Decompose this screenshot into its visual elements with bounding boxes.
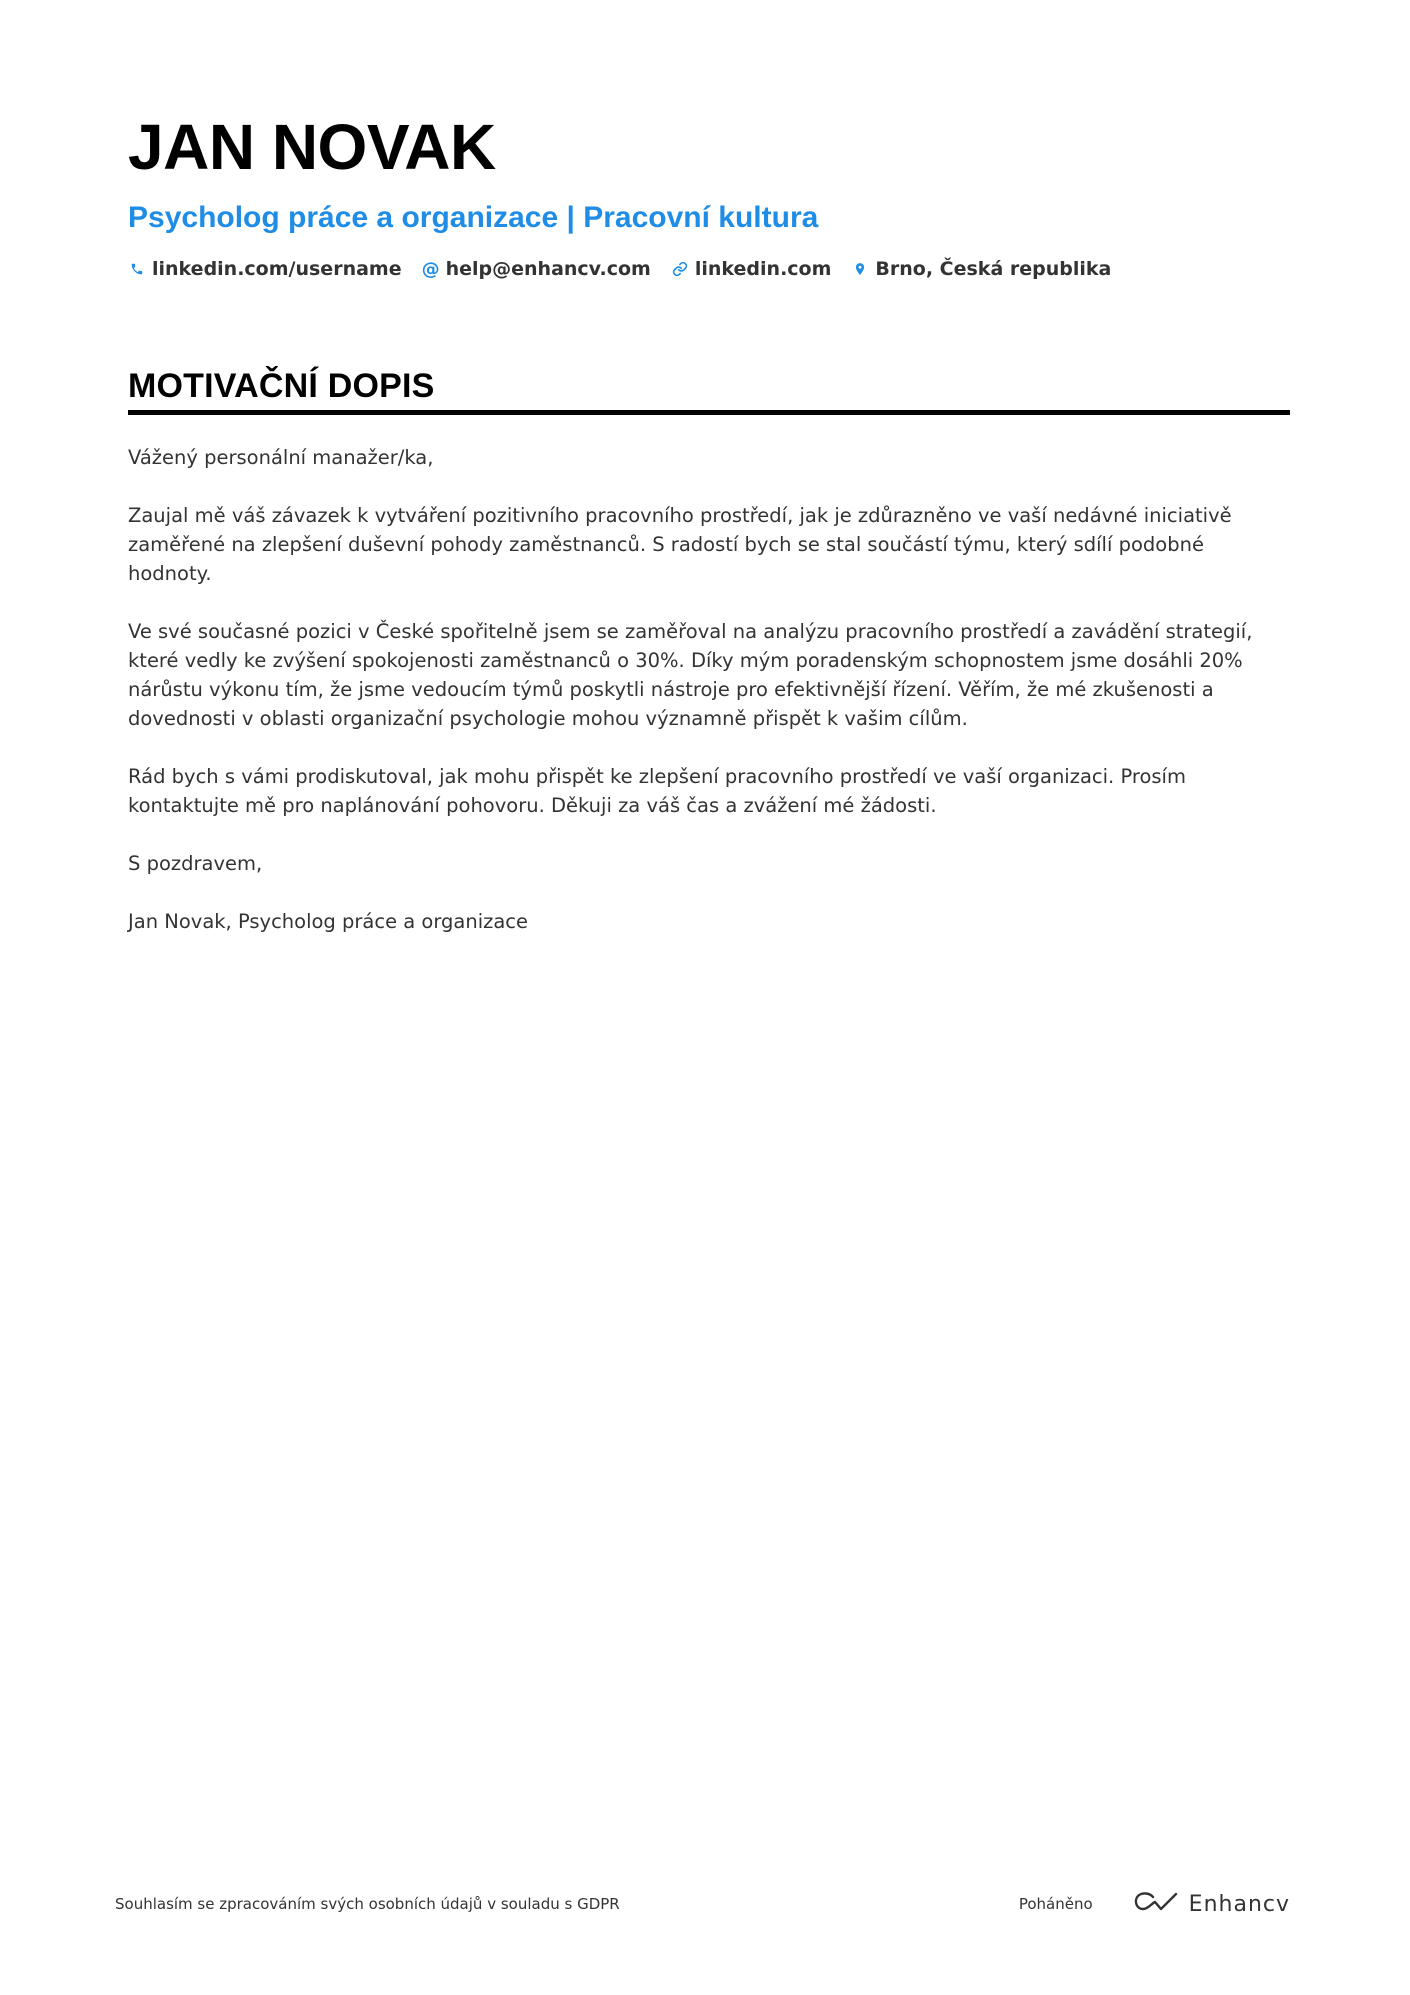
letter-paragraph: Rád bych s vámi prodiskutoval, jak mohu přispět ke zlepšení pracovního prostředí ve vaší organizaci. Prosím kontaktujte mě pro naplánování pohovoru. Děkuji za váš čas a zvážení mé žádosti.: [128, 765, 1186, 817]
contact-location: [851, 258, 1111, 280]
section-divider: [128, 410, 1290, 415]
contact-email-text: help@enhancv.com: [445, 258, 651, 280]
letter-greeting: Vážený personální manažer/ka,: [128, 446, 434, 469]
link-icon: [671, 260, 689, 278]
contact-location-text: Brno, Česká republika: [875, 258, 1112, 280]
contact-email[interactable]: [422, 258, 651, 280]
letter-paragraph: Zaujal mě váš závazek k vytváření pozitivního pracovního prostředí, jak je zdůrazněno ve vaší nedávné iniciativě zaměřené na zlepšení duševní pohody zaměstnanců. S radostí bych se stal součástí týmu, který sdílí podobné hodnoty.: [128, 504, 1232, 585]
powered-by: [1019, 1890, 1290, 1918]
gdpr-consent: Souhlasím se zpracováním svých osobních údajů v souladu s GDPR: [115, 1895, 620, 1913]
letter-closing: S pozdravem,: [128, 852, 263, 875]
contact-link[interactable]: [671, 258, 832, 280]
page-footer: [115, 1890, 1290, 1918]
phone-icon: [128, 260, 146, 278]
candidate-title: Psycholog práce a organizace | Pracovní kultura: [128, 201, 819, 234]
candidate-name: JAN NOVAK: [128, 111, 496, 183]
location-icon: [851, 260, 869, 278]
letter-paragraph: Ve své současné pozici v České spořitelně jsem se zaměřoval na analýzu pracovního prostředí a zavádění strategií, které vedly ke zvýšení spokojenosti zaměstnanců o 30%. Díky mým poradenským schopnostem jsme dosáhli 20% nárůstu výkonu tím, že jsme vedoucím týmů poskytli nástroje pro efektivnější řízení. Věřím, že mé zkušenosti a dovednosti v oblasti organizační psychologie mohou významně přispět k vašim cílům.: [128, 620, 1253, 730]
letter-signature: Jan Novak, Psycholog práce a organizace: [128, 910, 529, 933]
enhancv-logo-icon: [1133, 1890, 1179, 1918]
section-title: MOTIVAČNÍ DOPIS: [128, 367, 435, 405]
powered-by-label: Poháněno: [1018, 1895, 1093, 1913]
enhancv-logo-text: Enhancv: [1188, 1891, 1290, 1917]
contact-link-text: linkedin.com: [694, 258, 832, 280]
contact-phone-text: linkedin.com/username: [152, 258, 402, 280]
contact-bar: [128, 258, 1290, 280]
contact-phone[interactable]: [128, 258, 402, 280]
cover-letter: [128, 110, 1290, 965]
at-icon: @: [421, 258, 440, 280]
letter-body: [128, 443, 1290, 936]
enhancv-logo[interactable]: [1133, 1890, 1290, 1918]
